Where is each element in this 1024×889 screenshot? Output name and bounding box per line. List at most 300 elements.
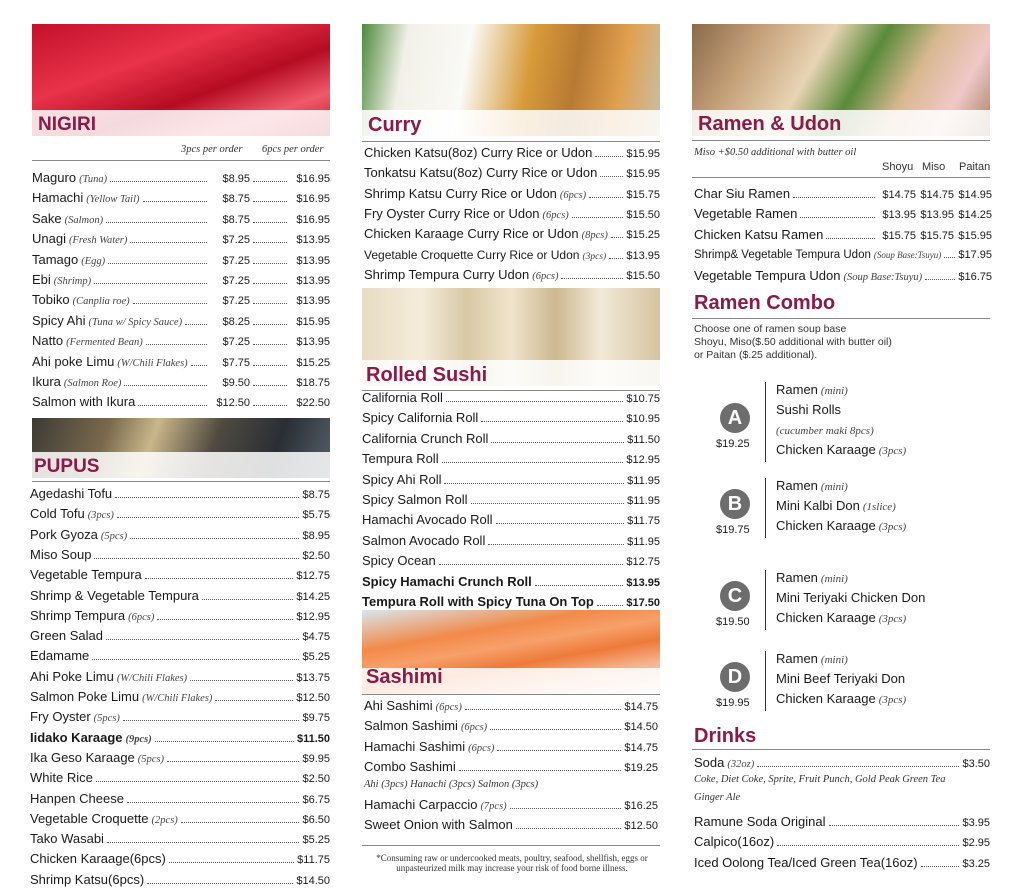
item-note: (5pcs) bbox=[100, 530, 128, 542]
ramen-header-miso: Miso bbox=[922, 161, 946, 173]
combo-item-note: (cucumber maki 8pcs) bbox=[776, 425, 874, 437]
ramen-header-shoyu: Shoyu bbox=[882, 161, 914, 173]
menu-item bbox=[362, 553, 660, 570]
menu-item bbox=[362, 533, 660, 550]
item-name: Salmon with Ikura bbox=[32, 394, 136, 410]
nigiri-item bbox=[32, 292, 330, 310]
item-note: (Tuna) bbox=[79, 174, 108, 185]
leader-dots bbox=[595, 156, 623, 157]
leader-dots bbox=[130, 242, 207, 243]
item-note: (Soup Base:Tsuyu) bbox=[843, 271, 923, 283]
leader-dots bbox=[253, 201, 287, 202]
leader-dots bbox=[471, 503, 625, 504]
nigiri-item bbox=[32, 313, 330, 331]
price-6pcs: $13.95 bbox=[296, 336, 330, 349]
combo-item-note: (mini) bbox=[820, 481, 848, 493]
nigiri-header-3pcs: 3pcs per order bbox=[181, 144, 243, 155]
item-name: Shrimp Katsu Curry Rice or Udon bbox=[364, 185, 557, 201]
menu-item bbox=[364, 759, 658, 776]
leader-dots bbox=[572, 217, 624, 218]
leader-dots bbox=[253, 242, 287, 243]
item-price: $13.95 bbox=[626, 249, 660, 262]
menu-item bbox=[30, 506, 330, 524]
combo-badge-b: B bbox=[720, 489, 750, 519]
nigiri-item bbox=[32, 190, 330, 208]
menu-item bbox=[30, 791, 330, 808]
combo-price: $19.25 bbox=[716, 438, 750, 450]
leader-dots bbox=[459, 770, 622, 771]
item-name: Tonkatsu Katsu(8oz) Curry Rice or Udon bbox=[364, 165, 598, 181]
price-3pcs: $8.75 bbox=[222, 193, 250, 206]
nigiri-item bbox=[32, 211, 330, 229]
combo-line bbox=[776, 691, 906, 706]
leader-dots bbox=[253, 263, 287, 264]
leader-dots bbox=[611, 237, 623, 238]
price-6pcs: $16.95 bbox=[296, 213, 330, 226]
combo-badge-c: C bbox=[720, 581, 750, 611]
rolled-sushi-title: Rolled Sushi bbox=[366, 364, 488, 386]
menu-item bbox=[30, 669, 330, 687]
combo-line bbox=[776, 498, 896, 513]
item-name: Iced Oolong Tea/Iced Green Tea(16oz) bbox=[694, 854, 918, 870]
combo-line bbox=[776, 518, 906, 533]
menu-item bbox=[362, 574, 660, 591]
price-3pcs: $8.95 bbox=[222, 173, 250, 185]
item-name: Ikura bbox=[32, 374, 61, 389]
food-safety-footnote: *Consuming raw or undercooked meats, poultry, seafood, shellfish, eggs or unpasteurized milk may increase your risk of food borne illness. bbox=[376, 853, 648, 873]
menu-item bbox=[694, 855, 990, 872]
leader-dots bbox=[444, 483, 624, 484]
item-note: (3pcs) bbox=[87, 510, 114, 522]
leader-dots bbox=[826, 238, 875, 239]
item-name: Maguro bbox=[32, 170, 77, 185]
leader-dots bbox=[155, 741, 294, 742]
item-name: Green Salad bbox=[30, 628, 103, 644]
nigiri-item bbox=[32, 231, 330, 249]
item-price: $6.75 bbox=[302, 793, 330, 806]
item-name: Chicken Katsu(8oz) Curry Rice or Udon bbox=[364, 145, 593, 160]
item-price: $3.25 bbox=[962, 857, 990, 870]
item-price: $3.95 bbox=[962, 817, 990, 829]
item-price: $5.25 bbox=[302, 834, 330, 847]
leader-dots bbox=[133, 303, 207, 304]
combo-desc-2: Shoyu, Miso($.50 additional with butter oil) bbox=[694, 336, 892, 348]
ramen-item bbox=[694, 268, 992, 286]
leader-dots bbox=[190, 680, 293, 681]
item-note: (W/Chili Flakes) bbox=[117, 357, 188, 369]
leader-dots bbox=[253, 365, 287, 366]
nigiri-item bbox=[32, 394, 330, 411]
price-p3: $14.25 bbox=[958, 209, 992, 222]
item-name: Vegetable Tempura bbox=[30, 567, 142, 583]
leader-dots bbox=[127, 802, 300, 803]
combo-line bbox=[776, 422, 874, 437]
combo-item-name: Sushi Rolls bbox=[776, 402, 842, 417]
item-name: Hamachi Carpaccio bbox=[364, 797, 478, 812]
item-price: $16.25 bbox=[624, 800, 658, 812]
item-price: $14.50 bbox=[624, 721, 658, 734]
price-3pcs: $7.25 bbox=[222, 254, 250, 267]
item-price: $6.50 bbox=[302, 813, 330, 826]
item-price: $15.95 bbox=[626, 168, 660, 181]
leader-dots bbox=[944, 257, 955, 258]
drink-name: Soda bbox=[694, 755, 725, 770]
item-note: (6pcs) bbox=[435, 702, 462, 713]
leader-dots bbox=[497, 750, 621, 751]
price-6pcs: $13.95 bbox=[296, 254, 330, 267]
item-price: $2.95 bbox=[962, 837, 990, 850]
ramen-combo-title: Ramen Combo bbox=[694, 292, 836, 314]
menu-item bbox=[362, 410, 660, 427]
leader-dots bbox=[130, 538, 299, 539]
menu-item bbox=[30, 811, 330, 829]
nigiri-item bbox=[32, 354, 330, 372]
leader-dots bbox=[253, 283, 287, 284]
leader-dots bbox=[609, 258, 623, 259]
leader-dots bbox=[96, 781, 300, 782]
item-name: Chicken Karaage(6pcs) bbox=[30, 851, 166, 867]
menu-item bbox=[30, 527, 330, 545]
price-3pcs: $7.25 bbox=[222, 336, 250, 349]
combo-price: $19.75 bbox=[716, 524, 750, 536]
leader-dots bbox=[123, 720, 300, 721]
leader-dots bbox=[597, 605, 624, 606]
item-note: (5pcs) bbox=[93, 713, 120, 725]
item-name: Sake bbox=[32, 210, 62, 226]
leader-dots bbox=[253, 222, 287, 223]
menu-item bbox=[364, 267, 660, 285]
item-name: Salmon Sashimi bbox=[364, 718, 458, 734]
item-price: $15.50 bbox=[626, 208, 660, 221]
item-note: (3pcs) bbox=[582, 251, 607, 262]
drink-price: $3.50 bbox=[962, 758, 990, 770]
leader-dots bbox=[147, 883, 293, 884]
item-name: Tempura Roll bbox=[362, 451, 439, 467]
leader-dots bbox=[117, 517, 300, 518]
price-6pcs: $22.50 bbox=[296, 397, 330, 410]
item-name: Sweet Onion with Salmon bbox=[364, 817, 513, 833]
item-note: (7pcs) bbox=[480, 801, 507, 812]
item-name: Salmon Poke Limu bbox=[30, 689, 140, 704]
menu-item bbox=[364, 797, 658, 815]
nigiri-item bbox=[32, 272, 330, 290]
combo-item-name: Ramen bbox=[776, 651, 818, 666]
leader-dots bbox=[108, 263, 207, 264]
menu-item bbox=[364, 247, 660, 265]
item-name: Fry Oyster bbox=[30, 709, 91, 725]
item-note: (Tuna w/ Spicy Sauce) bbox=[88, 316, 183, 328]
item-price: $12.75 bbox=[296, 570, 330, 583]
leader-dots bbox=[94, 283, 207, 284]
combo-desc-1: Choose one of ramen soup base bbox=[694, 323, 847, 335]
leader-dots bbox=[535, 585, 624, 586]
item-name: Shrimp & Vegetable Tempura bbox=[30, 587, 199, 603]
menu-item bbox=[364, 698, 658, 716]
combo-item-note: (3pcs) bbox=[878, 521, 907, 533]
menu-item bbox=[30, 872, 330, 889]
leader-dots bbox=[829, 825, 960, 826]
item-name: Iidako Karaage bbox=[30, 729, 123, 745]
item-name: Spicy Ahi Roll bbox=[362, 471, 442, 487]
leader-dots bbox=[110, 181, 207, 182]
price-6pcs: $13.95 bbox=[296, 234, 330, 247]
item-name: California Roll bbox=[362, 390, 443, 405]
combo-item-name: Mini Teriyaki Chicken Don bbox=[776, 590, 926, 605]
item-note: (6pcs) bbox=[468, 742, 495, 754]
leader-dots bbox=[253, 405, 287, 406]
item-note: (Yellow Tail) bbox=[86, 194, 140, 206]
leader-dots bbox=[157, 619, 293, 620]
item-name: California Crunch Roll bbox=[362, 430, 489, 446]
leader-dots bbox=[589, 197, 623, 198]
ramen-item bbox=[694, 206, 992, 223]
item-name: Chicken Karaage Curry Rice or Udon bbox=[364, 226, 579, 242]
nigiri-item bbox=[32, 252, 330, 270]
combo-item-name: Chicken Karaage bbox=[776, 518, 876, 533]
price-p1: $14.75 bbox=[882, 189, 916, 201]
item-note: (6pcs) bbox=[542, 209, 569, 221]
menu-item bbox=[362, 472, 660, 489]
price-3pcs: $9.50 bbox=[222, 377, 250, 389]
combo-item-note: (mini) bbox=[820, 573, 848, 585]
leader-dots bbox=[925, 279, 955, 280]
menu-item bbox=[30, 689, 330, 707]
divider bbox=[362, 845, 660, 846]
menu-item bbox=[364, 145, 660, 162]
item-note: (Salmon) bbox=[64, 214, 104, 226]
price-p2: $15.75 bbox=[920, 229, 954, 242]
item-name: Chicken Katsu Ramen bbox=[694, 226, 824, 242]
menu-item bbox=[694, 834, 990, 851]
item-price: $8.75 bbox=[302, 489, 330, 501]
menu-item bbox=[362, 594, 660, 611]
ramen-miso-note: Miso +$0.50 additional with butter oil bbox=[694, 147, 857, 158]
leader-dots bbox=[138, 405, 207, 406]
item-name: Ika Geso Karaage bbox=[30, 749, 135, 765]
item-name: Hanpen Cheese bbox=[30, 790, 124, 806]
menu-item bbox=[30, 750, 330, 768]
item-note: (6pcs) bbox=[532, 270, 559, 282]
item-price: $14.75 bbox=[624, 701, 658, 713]
item-name: Shrimp Tempura Curry Udon bbox=[364, 266, 530, 282]
item-note: (9pcs) bbox=[125, 733, 152, 745]
ramen-item bbox=[694, 186, 992, 203]
price-3pcs: $12.50 bbox=[216, 397, 250, 410]
item-price: $12.50 bbox=[624, 820, 658, 833]
menu-item bbox=[362, 451, 660, 468]
item-price: $5.75 bbox=[302, 509, 330, 522]
combo-item-name: Ramen bbox=[776, 478, 818, 493]
item-note: (Egg) bbox=[81, 255, 106, 267]
item-name: Tempura Roll with Spicy Tuna On Top bbox=[362, 594, 594, 609]
combo-divider bbox=[765, 570, 766, 630]
item-price: $15.25 bbox=[626, 229, 660, 242]
drink-note: (32oz) bbox=[727, 759, 755, 770]
item-name: Vegetable Croquette bbox=[30, 810, 149, 826]
divider bbox=[362, 694, 660, 695]
item-name: Combo Sashimi bbox=[364, 758, 456, 774]
item-name: Calpico(16oz) bbox=[694, 834, 775, 850]
item-name: Cold Tofu bbox=[30, 506, 85, 522]
price-p3: $14.95 bbox=[958, 189, 992, 201]
leader-dots bbox=[185, 324, 207, 325]
menu-item bbox=[30, 770, 330, 787]
combo-item-name: Mini Beef Teriyaki Don bbox=[776, 671, 906, 686]
item-name: Spicy Salmon Roll bbox=[362, 492, 468, 507]
menu-item bbox=[364, 186, 660, 204]
item-price: $12.95 bbox=[296, 610, 330, 623]
leader-dots bbox=[439, 564, 624, 565]
item-name: Unagi bbox=[32, 231, 66, 247]
nigiri-header-6pcs: 6pcs per order bbox=[262, 144, 324, 155]
menu-item bbox=[364, 817, 658, 834]
item-note: (Canplia roe) bbox=[72, 296, 130, 308]
item-note: (W/Chili Flakes) bbox=[116, 672, 188, 684]
divider bbox=[692, 318, 990, 319]
leader-dots bbox=[106, 222, 207, 223]
menu-item bbox=[30, 831, 330, 848]
item-name: Ahi Sashimi bbox=[364, 698, 433, 713]
soda-flavors-2: Ginger Ale bbox=[694, 792, 741, 803]
price-p1: $13.95 bbox=[882, 209, 916, 222]
item-price: $11.50 bbox=[296, 732, 330, 745]
leader-dots bbox=[145, 578, 294, 579]
item-name: Vegetable Tempura Udon bbox=[694, 267, 841, 283]
menu-item bbox=[364, 206, 660, 224]
item-price: $12.75 bbox=[626, 556, 660, 569]
menu-item bbox=[362, 390, 660, 407]
menu-item bbox=[694, 814, 990, 831]
combo-line bbox=[776, 671, 905, 686]
price-p2: $13.95 bbox=[920, 209, 954, 222]
combo-item-name: Mini Kalbi Don bbox=[776, 498, 860, 513]
combo-divider bbox=[765, 651, 766, 711]
nigiri-item bbox=[32, 333, 330, 351]
leader-dots bbox=[146, 344, 207, 345]
divider bbox=[32, 160, 330, 161]
leader-dots bbox=[107, 842, 300, 843]
item-name: Tamago bbox=[32, 251, 79, 267]
menu-item bbox=[30, 567, 330, 584]
item-note: (5pcs) bbox=[137, 753, 165, 765]
nigiri-item bbox=[32, 374, 330, 392]
price-6pcs: $18.75 bbox=[296, 377, 330, 389]
menu-item bbox=[30, 588, 330, 605]
item-note: (2pcs) bbox=[151, 814, 178, 826]
item-note: (W/Chili Flakes) bbox=[142, 693, 213, 704]
item-price: $11.75 bbox=[297, 854, 330, 867]
leader-dots bbox=[253, 303, 287, 304]
menu-item bbox=[30, 851, 330, 868]
item-name: Ebi bbox=[32, 272, 51, 287]
leader-dots bbox=[757, 766, 959, 767]
item-price: $5.25 bbox=[302, 651, 330, 664]
item-name: Tobiko bbox=[32, 292, 70, 308]
leader-dots bbox=[777, 845, 959, 846]
item-price: $13.95 bbox=[626, 576, 660, 589]
ramen-title: Ramen & Udon bbox=[698, 113, 842, 135]
item-price: $15.95 bbox=[626, 148, 660, 160]
leader-dots bbox=[490, 729, 621, 730]
combo-item-note: (mini) bbox=[820, 385, 848, 397]
leader-dots bbox=[191, 365, 207, 366]
combo-item-note: (3pcs) bbox=[878, 694, 907, 706]
leader-dots bbox=[496, 523, 625, 524]
combo-badge-d: D bbox=[720, 662, 750, 692]
leader-dots bbox=[106, 639, 299, 640]
ramen-item bbox=[694, 247, 992, 263]
menu-item bbox=[364, 739, 658, 757]
menu-item bbox=[362, 431, 660, 448]
item-price: $2.50 bbox=[302, 549, 330, 562]
item-note: (Fermented Bean) bbox=[66, 337, 143, 349]
item-name: Spicy Ocean bbox=[362, 553, 436, 569]
item-name: Tako Wasabi bbox=[30, 831, 104, 847]
item-name: Spicy California Roll bbox=[362, 410, 479, 426]
item-name: Hamachi Sashimi bbox=[364, 738, 466, 754]
leader-dots bbox=[516, 828, 621, 829]
leader-dots bbox=[115, 497, 299, 498]
item-price: $4.75 bbox=[302, 631, 330, 644]
leader-dots bbox=[169, 862, 294, 863]
item-name: Hamachi bbox=[32, 190, 84, 206]
item-price: $2.50 bbox=[302, 773, 330, 786]
combo-item-name: Chicken Karaage bbox=[776, 691, 876, 706]
item-name: Agedashi Tofu bbox=[30, 486, 113, 501]
leader-dots bbox=[921, 866, 960, 867]
combo-divider bbox=[765, 478, 766, 538]
item-note: (8pcs) bbox=[581, 230, 608, 242]
leader-dots bbox=[253, 181, 287, 182]
leader-dots bbox=[481, 421, 623, 422]
soda-flavors-1: Coke, Diet Coke, Sprite, Fruit Punch, Gold Peak Green Tea bbox=[694, 774, 946, 785]
item-name: Hamachi Avocado Roll bbox=[362, 512, 493, 528]
item-name: Shrimp Tempura bbox=[30, 607, 126, 623]
menu-item bbox=[30, 628, 330, 645]
combo-item-note: (mini) bbox=[820, 654, 848, 666]
item-price: $11.95 bbox=[627, 474, 660, 487]
price-6pcs: $15.25 bbox=[296, 356, 330, 369]
item-note: (Salmon Roe) bbox=[63, 378, 122, 389]
item-price: $12.50 bbox=[296, 692, 330, 704]
price-6pcs: $13.95 bbox=[296, 295, 330, 308]
leader-dots bbox=[202, 599, 293, 600]
leader-dots bbox=[600, 176, 623, 177]
leader-dots bbox=[94, 558, 299, 559]
item-name: Shrimp Katsu(6pcs) bbox=[30, 871, 145, 887]
item-name: Vegetable Ramen bbox=[694, 206, 798, 222]
divider bbox=[692, 177, 990, 178]
item-price: $8.95 bbox=[302, 529, 330, 542]
price-6pcs: $13.95 bbox=[296, 275, 330, 287]
item-price: $11.50 bbox=[627, 433, 660, 446]
price-3pcs: $7.25 bbox=[222, 275, 250, 287]
price-6pcs: $15.95 bbox=[296, 315, 330, 328]
item-name: Ramune Soda Original bbox=[694, 814, 826, 829]
curry-title: Curry bbox=[368, 114, 422, 136]
leader-dots bbox=[253, 385, 287, 386]
item-name: Ahi poke Limu bbox=[32, 353, 115, 369]
menu-item bbox=[364, 165, 660, 182]
item-note: (6pcs) bbox=[460, 722, 488, 734]
divider bbox=[692, 140, 990, 141]
item-price: $14.75 bbox=[624, 741, 658, 754]
combo-price: $19.95 bbox=[716, 697, 750, 709]
price-3pcs: $7.25 bbox=[222, 234, 250, 247]
price-p1: $15.75 bbox=[882, 229, 916, 242]
menu-item bbox=[30, 608, 330, 626]
combo-line bbox=[776, 382, 848, 397]
